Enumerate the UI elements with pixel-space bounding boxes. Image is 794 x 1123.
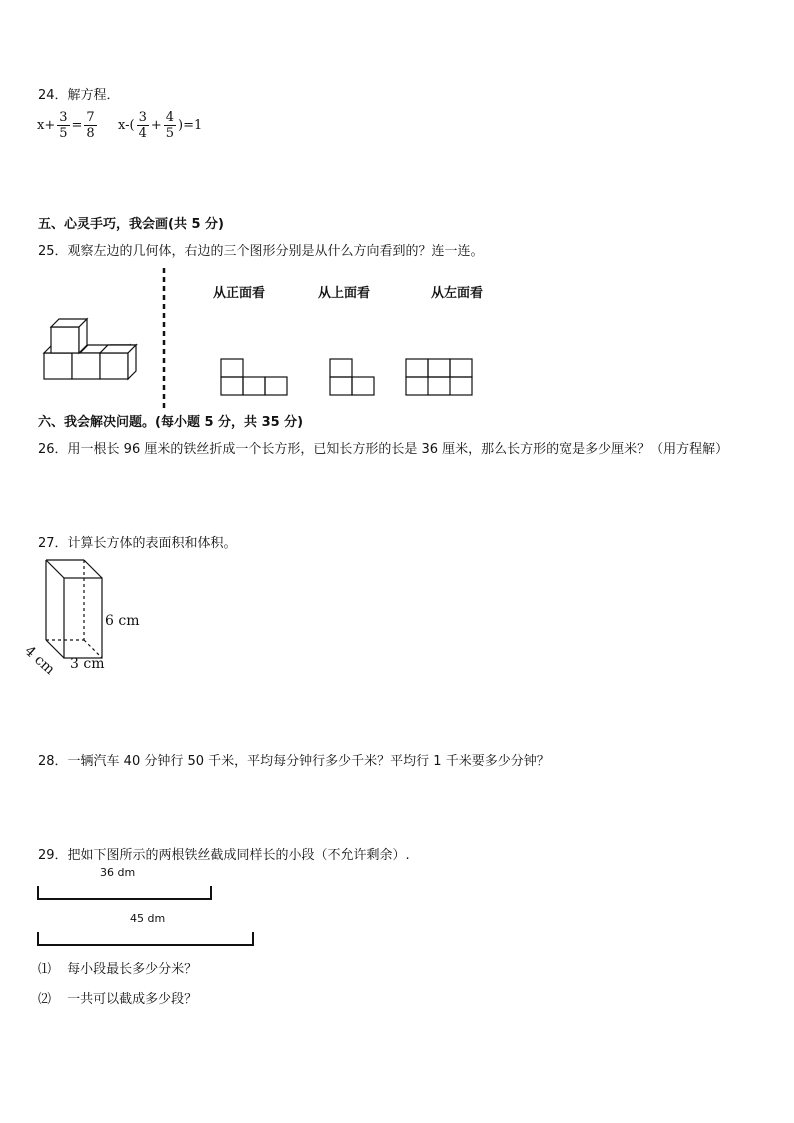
wire-2-length-label: 45 dm	[130, 912, 166, 925]
fraction-denominator: 5	[165, 126, 175, 141]
height-label: 6 cm	[105, 613, 140, 629]
eq2-lhs: x-(	[118, 118, 135, 133]
wire-1-length-label: 36 dm	[100, 866, 136, 879]
q24-title: 24．解方程．	[38, 88, 120, 103]
sub-question-text: 一共可以截成多少段？	[67, 992, 198, 1007]
fraction-numerator: 3	[138, 110, 147, 125]
q24-equation-1	[37, 110, 99, 141]
fraction-numerator: 7	[86, 110, 95, 125]
fraction-numerator: 4	[165, 110, 175, 125]
front-view-shape	[221, 359, 287, 395]
eq2-fraction-2	[164, 110, 176, 141]
left-view-shape	[406, 359, 472, 395]
sub-question-number: ⑴	[38, 962, 52, 977]
wire-1-line	[37, 884, 257, 902]
section-6-heading: 六、我会解决问题。(每小题 5 分，共 35 分)	[38, 415, 304, 430]
q29-text: 29．把如下图所示的两根铁丝截成同样长的小段（不允许剩余）.	[38, 848, 410, 863]
width-label: 3 cm	[70, 656, 105, 672]
q25-title: 25．观察左边的几何体，右边的三个图形分别是从什么方向看到的？连一连。	[38, 244, 484, 259]
sub-question-text: 每小段最长多少分米？	[67, 962, 198, 977]
q29-sub-2	[38, 988, 197, 1007]
q28-text: 28．一辆汽车 40 分钟行 50 千米，平均每分钟行多少千米？平均行 1 千米要多少分钟？	[38, 754, 550, 769]
eq1-fraction-1	[57, 110, 69, 141]
q29-sub-1	[38, 958, 197, 977]
fraction-denominator: 4	[138, 126, 147, 141]
q26-text: 26．用一根长 96 厘米的铁丝折成一个长方形，已知长方形的长是 36 厘米，那么长方形的宽是多少厘米？（用方程解）	[38, 442, 729, 457]
view-label-left: 从左面看	[431, 286, 484, 301]
q25-figure	[36, 265, 496, 415]
eq1-fraction-2	[84, 110, 96, 141]
q24-equation-2	[118, 110, 202, 141]
eq2-fraction-1	[137, 110, 149, 141]
eq1-lhs: x+	[37, 118, 56, 133]
fraction-denominator: 5	[59, 126, 68, 141]
cuboid-drawing	[36, 558, 106, 666]
eq1-equals: =	[71, 118, 83, 133]
fraction-numerator: 3	[59, 110, 68, 125]
section-5-heading: 五、心灵手巧，我会画(共 5 分)	[38, 217, 224, 232]
eq2-rhs: )=1	[178, 118, 203, 133]
view-label-front: 从正面看	[213, 286, 266, 301]
fraction-denominator: 8	[86, 126, 95, 141]
sub-question-number: ⑵	[38, 992, 52, 1007]
eq2-plus: +	[150, 118, 162, 133]
view-label-top: 从上面看	[318, 286, 371, 301]
cube-stack-drawing	[44, 319, 136, 379]
top-view-shape	[330, 359, 374, 395]
depth-label: 4 cm	[21, 643, 58, 678]
q27-text: 27．计算长方体的表面积和体积。	[38, 536, 237, 551]
wire-2-line	[37, 930, 259, 948]
